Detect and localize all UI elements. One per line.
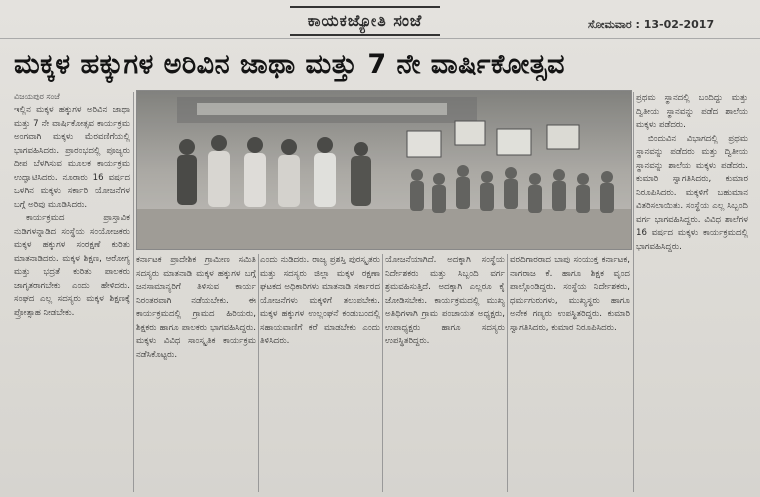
- article-column-1: [14, 92, 130, 492]
- article-paragraph: ಪ್ರಥಮ ಸ್ಥಾನದಲ್ಲಿ ಬಂದಿದ್ದು ಮತ್ತು ದ್ವಿತೀಯ ಸ್ಥಾನವನ್ನು ಪಡೆದ ಶಾಲೆಯ ಮಕ್ಕಳು ಪಡೆದರು.: [636, 93, 748, 130]
- column-divider: [633, 92, 634, 492]
- column-divider: [133, 92, 134, 492]
- article-paragraph: ಎಂದು ನುಡಿದರು. ರಾಜ್ಯ ಪ್ರಶಸ್ತಿ ಪುರಸ್ಕೃತರು ಮತ್ತು ಸದಸ್ಯರು ಜಿಲ್ಲಾ ಮಕ್ಕಳ ರಕ್ಷಣಾ ಘಟಕದ ಅಧಿಕಾರಿಗಳು ಮಾತನಾಡಿ ಸರ್ಕಾರದ ಯೋಜನೆಗಳು ಮಕ್ಕಳಿಗೆ ತಲುಪಬೇಕು. ಮಕ್ಕಳ ಹಕ್ಕುಗಳ ಉಲ್ಲಂಘನೆ ಕಂಡುಬಂದಲ್ಲಿ ಸಹಾಯವಾಣಿಗೆ ಕರೆ ಮಾಡಬೇಕು ಎಂದು ತಿಳಿಸಿದರು.: [260, 255, 380, 346]
- article-column-6: [636, 92, 748, 492]
- column-divider: [258, 254, 259, 492]
- article-paragraph: ಇಲ್ಲಿನ ಮಕ್ಕಳ ಹಕ್ಕುಗಳ ಅರಿವಿನ ಜಾಥಾ ಮತ್ತು 7 ನೇ ವಾರ್ಷಿಕೋತ್ಸವ ಕಾರ್ಯಕ್ರಮ ಅಂಗವಾಗಿ ಮಕ್ಕಳು ಮೆರವಣಿಗೆಯಲ್ಲಿ ಭಾಗವಹಿಸಿದರು. ಪ್ರಾರಂಭದಲ್ಲಿ ಪೂಜ್ಯರು ದೀಪ ಬೆಳಗಿಸುವ ಮೂಲಕ ಕಾರ್ಯಕ್ರಮ ಉದ್ಘಾಟಿಸಿದರು. ನೂರಾರು 16 ವರ್ಷದ ಒಳಗಿನ ಮಕ್ಕಳು ಸರ್ಕಾರಿ ಯೋಜನೆಗಳ ಬಗ್ಗೆ ಅರಿವು ಮೂಡಿಸಿದರು.: [14, 105, 130, 210]
- masthead: [0, 0, 760, 39]
- article-paragraph: ಕರ್ನಾಟಕ ಪ್ರಾದೇಶಿಕ ಗ್ರಾಮೀಣ ಸಮಿತಿ ಸದಸ್ಯರು ಮಾತನಾಡಿ ಮಕ್ಕಳ ಹಕ್ಕುಗಳ ಬಗ್ಗೆ ಜನಸಾಮಾನ್ಯರಿಗೆ ತಿಳಿಸುವ ಕಾರ್ಯ ನಿರಂತರವಾಗಿ ನಡೆಯಬೇಕು. ಈ ಕಾರ್ಯಕ್ರಮದಲ್ಲಿ ಗ್ರಾಮದ ಹಿರಿಯರು, ಶಿಕ್ಷಕರು ಹಾಗೂ ಪಾಲಕರು ಭಾಗವಹಿಸಿದ್ದರು. ಮಕ್ಕಳು ವಿವಿಧ ಸಾಂಸ್ಕೃತಿಕ ಕಾರ್ಯಕ್ರಮ ನಡೆಸಿಕೊಟ್ಟರು.: [136, 255, 256, 360]
- column-divider: [507, 254, 508, 492]
- column-divider: [382, 254, 383, 492]
- article-paragraph: ವರದಿಗಾರರಾದ ಬಾಪು ಸಂಯುಕ್ತ ಕರ್ನಾಟಕ, ನಾಗರಾಜ ಕೆ. ಹಾಗೂ ಶಿಕ್ಷಕ ವೃಂದ ಪಾಲ್ಗೊಂಡಿದ್ದರು. ಸಂಸ್ಥೆಯ ನಿರ್ದೇಶಕರು, ಧರ್ಮಗುರುಗಳು, ಮುಖ್ಯಸ್ಥರು ಹಾಗೂ ಅನೇಕ ಗಣ್ಯರು ಉಪಸ್ಥಿತರಿದ್ದರು. ಕುಮಾರಿ ಸ್ವಾಗತಿಸಿದರು, ಕುಮಾರ ನಿರೂಪಿಸಿದರು.: [510, 255, 630, 333]
- article-paragraph: ಕಾರ್ಯಕ್ರಮದ ಪ್ರಾಸ್ತಾವಿಕ ನುಡಿಗಳನ್ನಾಡಿದ ಸಂಸ್ಥೆಯ ಸಂಯೋಜಕರು ಮಕ್ಕಳ ಹಕ್ಕುಗಳ ಸಂರಕ್ಷಣೆ ಕುರಿತು ಮಾತನಾಡಿದರು. ಮಕ್ಕಳ ಶಿಕ್ಷಣ, ಆರೋಗ್ಯ ಮತ್ತು ಭದ್ರತೆ ಕುರಿತು ಪಾಲಕರು ಜಾಗೃತರಾಗಬೇಕು ಎಂದು ಹೇಳಿದರು. ಸಂಘದ ಎಲ್ಲ ಸದಸ್ಯರು ಮಕ್ಕಳ ಶಿಕ್ಷಣಕ್ಕೆ ಪ್ರೋತ್ಸಾಹ ನೀಡಬೇಕು.: [14, 213, 130, 318]
- masthead-date: ಸೋಮವಾರ : 13-02-2017: [588, 18, 715, 31]
- byline: ವಿಜಯಪುರ ಸಂಜೆ: [14, 92, 60, 101]
- masthead-name: ಕಾಯಕಜ್ಯೋತಿ ಸಂಜೆ: [290, 6, 440, 36]
- article-paragraph: ಯೋಜನೆಯಾಗಿದೆ. ಅದಕ್ಕಾಗಿ ಸಂಸ್ಥೆಯ ನಿರ್ದೇಶಕರು ಮತ್ತು ಸಿಬ್ಬಂದಿ ವರ್ಗ ಶ್ರಮವಹಿಸುತ್ತಿದೆ. ಅದಕ್ಕಾಗಿ ಎಲ್ಲರೂ ಕೈ ಜೋಡಿಸಬೇಕು. ಕಾರ್ಯಕ್ರಮದಲ್ಲಿ ಮುಖ್ಯ ಅತಿಥಿಗಳಾಗಿ ಗ್ರಾಮ ಪಂಚಾಯತ ಅಧ್ಯಕ್ಷರು, ಉಪಾಧ್ಯಕ್ಷರು ಹಾಗೂ ಸದಸ್ಯರು ಉಪಸ್ಥಿತರಿದ್ದರು.: [385, 255, 505, 346]
- event-photo: [136, 90, 632, 250]
- article-paragraph: ಬಿಂದುವಿನ ವಿಭಾಗದಲ್ಲಿ ಪ್ರಥಮ ಸ್ಥಾನವನ್ನು ಪಡೆದರು ಮತ್ತು ದ್ವಿತೀಯ ಸ್ಥಾನವನ್ನು ಶಾಲೆಯ ಮಕ್ಕಳು ಪಡೆದರು. ಕುಮಾರಿ ಸ್ವಾಗತಿಸಿದರು, ಕುಮಾರ ನಿರೂಪಿಸಿದರು. ಮಕ್ಕಳಿಗೆ ಬಹುಮಾನ ವಿತರಿಸಲಾಯಿತು. ಸಂಸ್ಥೆಯ ಎಲ್ಲ ಸಿಬ್ಬಂದಿ ವರ್ಗ ಭಾಗವಹಿಸಿದ್ದರು. ವಿವಿಧ ಶಾಲೆಗಳ 16 ವರ್ಷದ ಮಕ್ಕಳು ಕಾರ್ಯಕ್ರಮದಲ್ಲಿ ಭಾಗವಹಿಸಿದ್ದರು.: [636, 133, 748, 252]
- article-column-3: [260, 254, 380, 492]
- article-column-2: [136, 254, 256, 492]
- article-column-5: [510, 254, 630, 492]
- article-column-4: [385, 254, 505, 492]
- event-photo-image: [137, 91, 631, 249]
- headline: ಮಕ್ಕಳ ಹಕ್ಕುಗಳ ಅರಿವಿನ ಜಾಥಾ ಮತ್ತು 7 ನೇ ವಾರ್ಷಿಕೋತ್ಸವ: [14, 49, 565, 80]
